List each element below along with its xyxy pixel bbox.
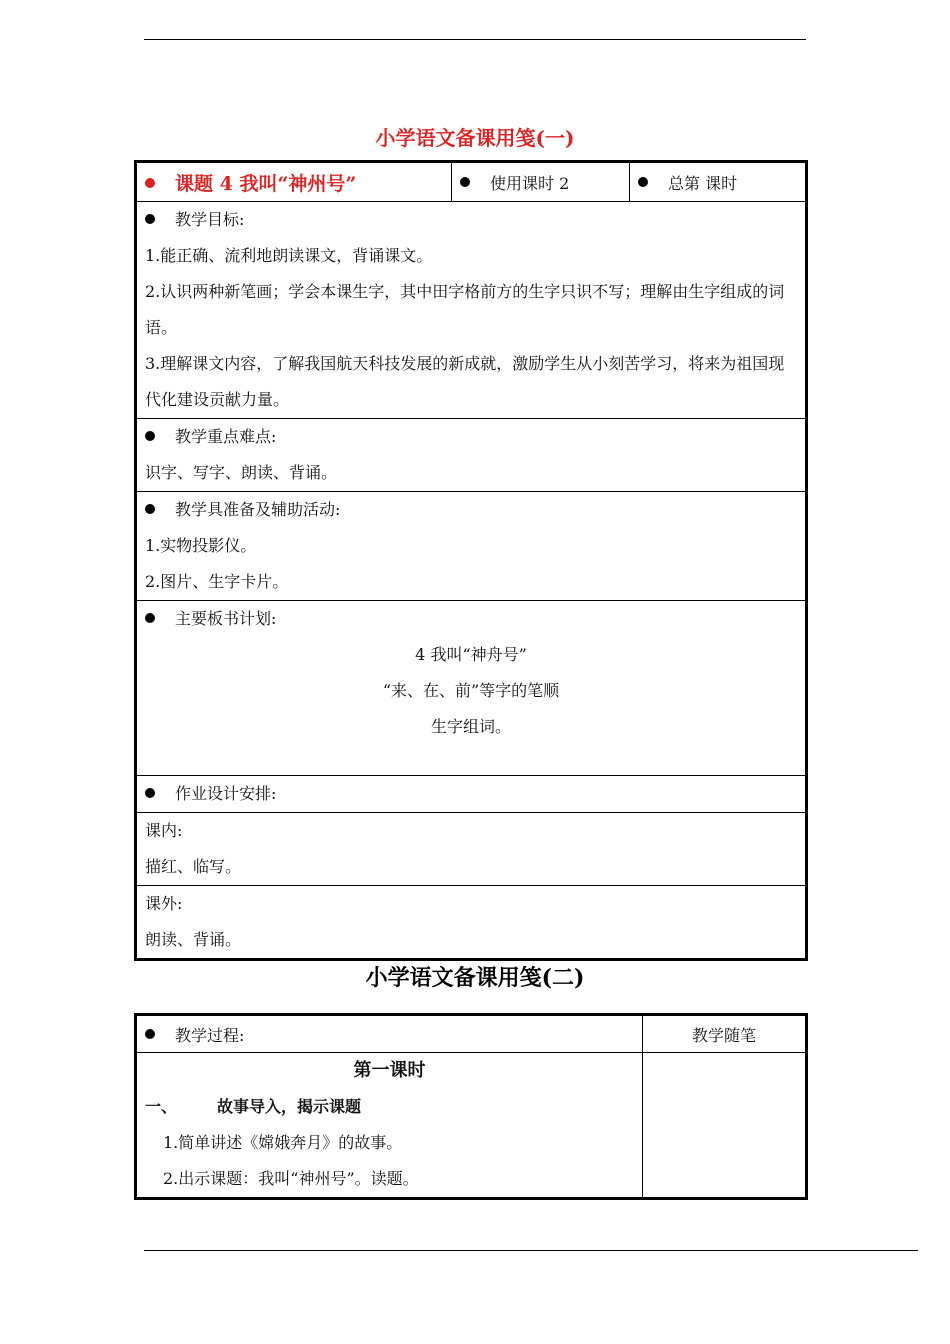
notes-label-cell (643, 1015, 807, 1053)
goal-item: 1.能正确、流利地朗读课文，背诵课文。 (145, 246, 433, 265)
preparation-cell (136, 492, 807, 601)
in-class-text: 描红、临写。 (145, 857, 242, 876)
hours-text: 使用课时 2 (490, 173, 570, 193)
in-class-label: 课内: (145, 821, 183, 840)
board-plan-row (136, 601, 807, 776)
page-title-one: 小学语文备课用笺(一) (375, 126, 575, 150)
homework-row (136, 776, 807, 813)
goals-row (136, 202, 807, 419)
total-text: 总第 课时 (668, 173, 738, 193)
preparation-item: 2.图片、生字卡片。 (145, 572, 289, 591)
board-plan-line: 4 我叫“神舟号” (415, 645, 527, 664)
after-class-label: 课外: (145, 894, 183, 913)
process-body-row (136, 1053, 807, 1199)
top-rule (144, 39, 806, 40)
board-plan-heading (145, 601, 797, 637)
bullet-icon (145, 1029, 155, 1039)
bullet-icon (145, 504, 155, 514)
bullet-icon (145, 214, 155, 224)
in-class-cell (136, 813, 807, 886)
period-title: 第一课时 (353, 1060, 426, 1081)
bullet-icon (638, 177, 648, 187)
goals-cell (136, 202, 807, 419)
after-class-text: 朗读、背诵。 (145, 930, 242, 949)
key-points-label: 教学重点难点: (175, 427, 277, 446)
process-step: 1.简单讲述《嫦娥奔月》的故事。 (163, 1133, 403, 1152)
notes-label: 教学随笔 (691, 1025, 756, 1045)
bottom-rule (144, 1250, 918, 1251)
goal-item: 3.理解课文内容，了解我国航天科技发展的新成就，激励学生从小刻苦学习，将来为祖国现代化建设贡献力量。 (145, 354, 785, 409)
key-points-text: 识字、写字、朗读、背诵。 (145, 463, 338, 482)
preparation-row (136, 492, 807, 601)
goals-label: 教学目标: (175, 210, 245, 229)
key-points-heading (145, 419, 797, 455)
page-title-two: 小学语文备课用笺(二) (365, 965, 585, 991)
process-label: 教学过程: (175, 1025, 245, 1045)
process-step: 2.出示课题：我叫“神州号”。读题。 (163, 1169, 419, 1188)
bullet-icon (145, 178, 155, 188)
key-points-row (136, 419, 807, 492)
hours-cell (452, 162, 630, 202)
preparation-label: 教学具准备及辅助活动: (175, 500, 341, 519)
preparation-heading (145, 492, 797, 528)
bullet-icon (145, 788, 155, 798)
lesson-cell (136, 162, 452, 202)
process-body-cell (136, 1053, 643, 1199)
process-header-row (136, 1015, 807, 1053)
homework-cell (136, 776, 807, 813)
bullet-icon (145, 431, 155, 441)
goals-heading (145, 202, 797, 238)
section-title: 故事导入，揭示课题 (217, 1097, 362, 1116)
board-plan-line: “来、在、前”等字的笔顺 (382, 681, 560, 700)
homework-label: 作业设计安排: (175, 784, 277, 803)
header-row (136, 162, 807, 202)
lesson-plan-table-two (134, 1013, 808, 1200)
lesson-plan-table-one (134, 160, 808, 961)
after-class-cell (136, 886, 807, 960)
after-class-row (136, 886, 807, 960)
homework-heading (145, 776, 797, 812)
process-label-cell (136, 1015, 643, 1053)
notes-cell (643, 1053, 807, 1199)
goal-item: 2.认识两种新笔画；学会本课生字，其中田字格前方的生字只识不写；理解由生字组成的词语。 (145, 282, 785, 337)
lesson-title: 课题 4 我叫“神州号” (175, 172, 357, 195)
preparation-item: 1.实物投影仪。 (145, 536, 257, 555)
section-number: 一、 (145, 1097, 178, 1116)
section-heading (145, 1089, 634, 1125)
board-plan-label: 主要板书计划: (175, 609, 277, 628)
board-plan-cell (136, 601, 807, 776)
in-class-row (136, 813, 807, 886)
bullet-icon (460, 177, 470, 187)
key-points-cell (136, 419, 807, 492)
board-plan-line: 生字组词。 (430, 717, 511, 736)
bullet-icon (145, 613, 155, 623)
total-cell (630, 162, 807, 202)
